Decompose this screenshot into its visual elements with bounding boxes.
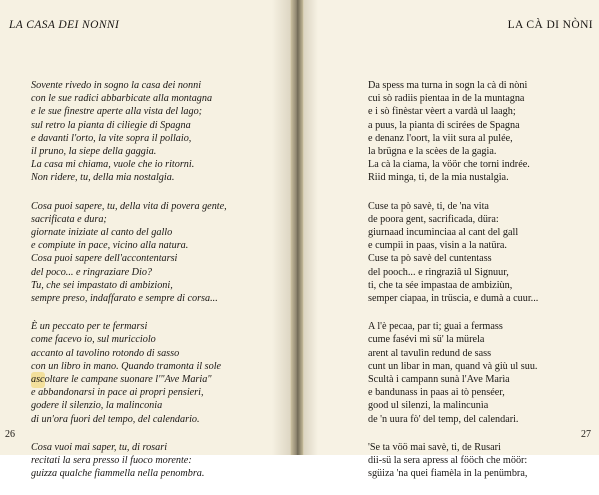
poem-line: recitati la sera presso il fuoco morente: (31, 455, 192, 467)
poem-line: semper ciapaa, in trüscia, e dumà a cuur... (368, 293, 539, 305)
poem-line: di un'ora fuori del tempo, del calendario. (31, 413, 200, 425)
poem-line: la brügna e la scèes de la gagia. (368, 146, 497, 158)
poem-line: sacrificata e dura; (31, 213, 107, 225)
poem-line: La casa mi chiama, vuole che io ritorni. (31, 159, 195, 171)
book-gutter (291, 0, 303, 455)
poem-line: del poco... e ringraziare Dio? (31, 266, 153, 278)
left-page-title: LA CASA DEI NONNI (9, 19, 120, 31)
poem-line: accanto al tavolino rotondo di sasso (31, 347, 180, 359)
poem-line: good ul silenzi, la malincunìa (368, 400, 489, 412)
poem-line: con un libro in mano. Quando tramonta il sole (31, 360, 222, 372)
poem-line: e denanz l'oort, la viit sura al pulée, (368, 132, 513, 144)
poem-line: ti, che ta sée impastaa de ambiziùn, (368, 279, 513, 291)
poem-line: e davanti l'orto, la vite sopra il pollaio, (31, 132, 192, 144)
poem-line: Tu, che sei impastato di ambizioni, (31, 279, 173, 291)
stanza (31, 200, 227, 306)
poem-line: e le sue finestre aperte alla vista del lago; (31, 106, 203, 118)
poem-line: a puus, la pianta di scirées de Spagna (368, 119, 520, 131)
poem-line: cume fasévi mì sü' la mürela (368, 334, 485, 346)
right-page-gutter-shadow (304, 0, 318, 455)
stanza (31, 441, 227, 481)
poem-line: cui sò radiis pientaa in de la muntagna (368, 93, 525, 105)
stanza (368, 441, 538, 481)
poem-line: sgüiza 'na quei fiamèla in la penümbra, (368, 468, 528, 480)
left-page-gutter-shadow (272, 0, 290, 455)
stanza (31, 320, 227, 426)
poem-line: e cumpii in paas, visin a la natüra. (368, 240, 507, 252)
poem-line: e abbandonarsi in pace ai propri pensieri, (31, 387, 204, 399)
poem-line: e i sò finèstar vèert a vardà ul laagh; (368, 106, 516, 118)
right-poem (368, 79, 538, 495)
poem-line: A l'è pecaa, par ti; guai a fermass (368, 321, 503, 333)
poem-line: e bandunass in paas ai tò penséer, (368, 387, 505, 399)
poem-line: de 'n uura fò' del temp, del calendari. (368, 413, 519, 425)
poem-line: Cosa puoi sapere dell'accontentarsi (31, 253, 178, 265)
poem-line: Da spess ma turna in sogn la cà di nòni (368, 80, 528, 91)
poem-line: e compiute in pace, vicino alla natura. (31, 240, 189, 252)
stanza (368, 79, 538, 185)
poem-line: Cuse ta pò savè del cuntentass (368, 253, 492, 265)
poem-line: giornate iniziate al canto del gallo (31, 227, 173, 239)
stanza (31, 79, 227, 185)
poem-line: Cosa puoi sapere, tu, della vita di povera gente, (31, 200, 227, 212)
poem-line: Cuse ta pò savè, ti, de 'na vita (368, 200, 489, 212)
poem-line: Scultà i campann sunà l'Ave Marìa (368, 374, 510, 386)
poem-line: come facevo io, sul muricciolo (31, 334, 156, 346)
poem-line: cunt un libar in man, quand và giù ul suu. (368, 360, 538, 372)
poem-line: godere il silenzio, la malinconia (31, 400, 163, 412)
poem-line: sempre preso, indaffarato e sempre di corsa... (31, 293, 218, 305)
poem-line: Sovente rivedo in sogno la casa dei nonni (31, 80, 202, 91)
poem-line: Riid minga, ti, de la mia nustalgia. (368, 172, 509, 184)
poem-line: 'Se ta vöö mai savè, ti, de Rusari (368, 441, 501, 453)
poem-line: guizza qualche fiammella nella penombra. (31, 468, 205, 480)
poem-line: È un peccato per te fermarsi (31, 321, 148, 333)
right-page (303, 0, 599, 480)
poem-line: con le sue radici abbarbicate alla montagna (31, 93, 213, 105)
poem-line: del pooch... e ringraziâ ul Signuur, (368, 266, 509, 278)
right-page-title: LA CÀ DI NÒNI (507, 19, 593, 31)
poem-line: Non ridere, tu, della mia nostalgia. (31, 172, 175, 184)
poem-line: sul retro la pianta di ciliegie di Spagna (31, 119, 191, 131)
poem-line: de poora gent, sacrificada, düra: (368, 213, 499, 225)
poem-line: Cosa vuoi mai saper, tu, di rosari (31, 441, 168, 453)
poem-line: il pruno, la siepe della gaggia. (31, 146, 157, 158)
left-page (0, 0, 291, 480)
poem-line: dii-sü la sera apress al fööch che möör: (368, 455, 528, 467)
right-page-number: 27 (581, 429, 591, 440)
stanza (368, 200, 538, 306)
left-page-number: 26 (5, 429, 15, 440)
poem-line: giurnaad incuminciaa al cant del gall (368, 227, 519, 239)
poem-line: ascoltare le campane suonare l'"Ave Maria" (31, 374, 212, 386)
poem-line: La cà la ciama, la vöör che torni indrée. (368, 159, 530, 171)
left-poem (31, 79, 227, 495)
poem-line: arent al tavulìn redund de sass (368, 347, 492, 359)
stanza (368, 320, 538, 426)
